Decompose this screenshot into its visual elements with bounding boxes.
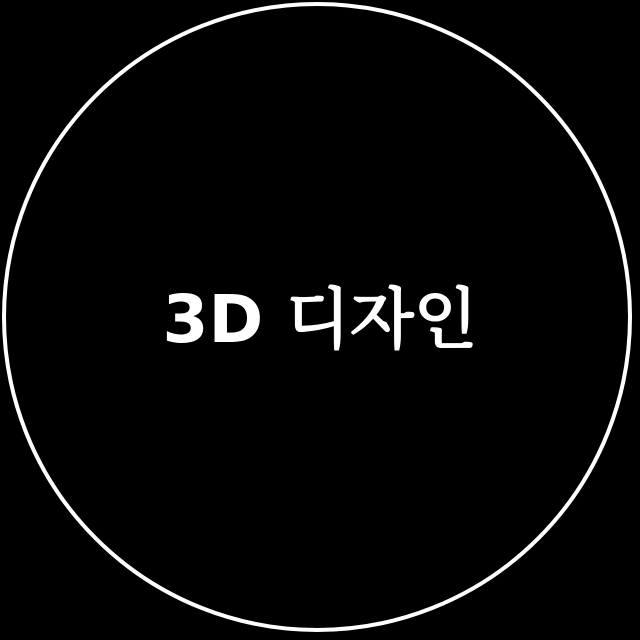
badge-title: 3D 디자인 — [162, 281, 478, 358]
